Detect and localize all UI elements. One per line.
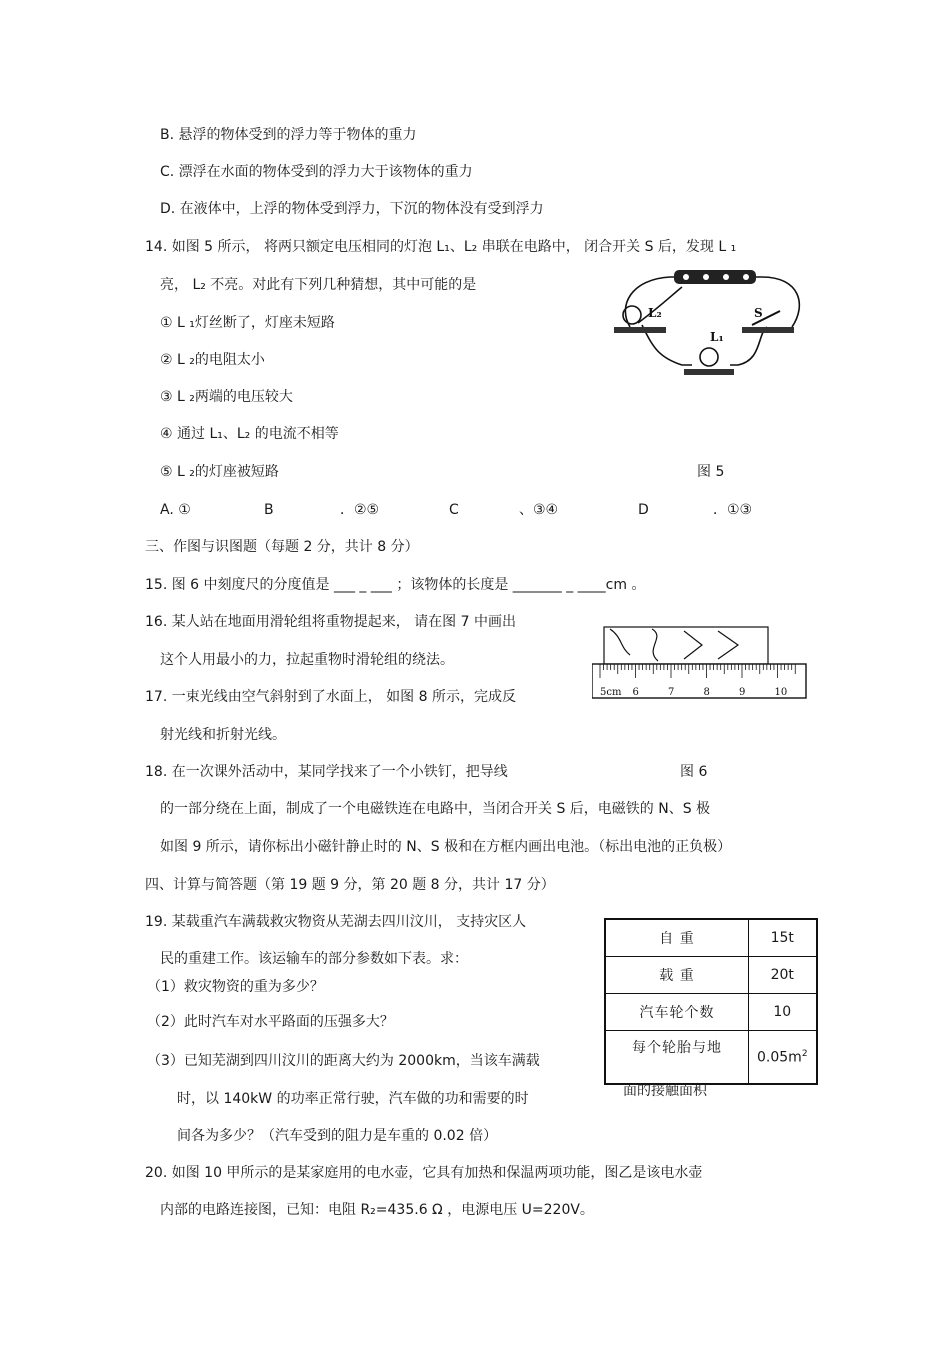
answer-c: 、③④ [519, 502, 559, 518]
table-row [605, 1031, 817, 1085]
figure-5-caption: 图 5 [697, 464, 725, 480]
vehicle-spec-table [604, 918, 818, 1085]
question-17: 17. 一束光线由空气斜射到了水面上， 如图 8 所示，完成反 [145, 689, 516, 705]
guess-4: ④ 通过 L₁、L₂ 的电流不相等 [160, 426, 339, 442]
question-17-cont: 射光线和折射光线。 [160, 727, 286, 743]
ruler-tick-label: 7 [668, 687, 675, 698]
ruler-tick-label: 6 [632, 687, 639, 698]
circuit-figure [612, 265, 812, 380]
l2-label: L₂ [648, 306, 662, 320]
table-row [605, 919, 817, 957]
spec-value: 10 [749, 994, 817, 1031]
figure-6-caption: 图 6 [680, 764, 708, 780]
question-19-cont: 民的重建工作。该运输车的部分参数如下表。求： [160, 951, 468, 967]
question-16: 16. 某人站在地面用滑轮组将重物提起来， 请在图 7 中画出 [145, 614, 516, 630]
answer-a: A. ① [160, 502, 191, 518]
question-19-part2: （2）此时汽车对水平路面的压强多大？ [147, 1014, 394, 1030]
s-label: S [754, 306, 763, 320]
section-3-heading: 三、作图与识图题（每题 2 分，共计 8 分） [145, 539, 419, 555]
option-d: D. 在液体中，上浮的物体受到浮力，下沉的物体没有受到浮力 [160, 201, 544, 217]
table-row [605, 957, 817, 994]
question-20-cont: 内部的电路连接图，已知：电阻 R₂=435.6 Ω ，电源电压 U=220V。 [160, 1202, 594, 1218]
bulb-l1-icon [700, 348, 718, 366]
spec-label: 每个轮胎与地 [605, 1031, 749, 1085]
question-18: 18. 在一次课外活动中，某同学找来了一个小铁钉，把导线 [145, 764, 508, 780]
answer-b: ．②⑤ [340, 502, 380, 518]
question-18-cont2: 如图 9 所示，请你标出小磁针静止时的 N、S 极和在方框内画出电池。（标出电池的正负极） [160, 839, 732, 855]
spec-value-sup: 2 [801, 1048, 808, 1059]
question-19: 19. 某载重汽车满载救灾物资从芜湖去四川汶川， 支持灾区人 [145, 914, 527, 930]
table-row [605, 994, 817, 1031]
question-19-part3-cont2: 间各为多少？（汽车受到的阻力是车重的 0.02 倍） [177, 1128, 498, 1144]
question-14-cont: 亮， L₂ 不亮。对此有下列几种猜想，其中可能的是 [160, 277, 477, 293]
question-20: 20. 如图 10 甲所示的是某家庭用的电水壶，它具有加热和保温两项功能，图乙是该电水壶 [145, 1165, 703, 1181]
spec-label: 汽车轮个数 [605, 994, 749, 1031]
l1-label: L₁ [710, 330, 724, 344]
ruler-tick-label: 8 [703, 687, 710, 698]
spec-value [749, 1031, 817, 1085]
guess-1: ① L ₁灯丝断了，灯座未短路 [160, 315, 335, 331]
answer-d-letter: D [638, 502, 649, 518]
question-18-cont: 的一部分绕在上面，制成了一个电磁铁连在电路中，当闭合开关 S 后，电磁铁的 N、S 极 [160, 801, 711, 817]
question-15: 15. 图 6 中刻度尺的分度值是 ___ _ ___ ；该物体的长度是 _______ _ ____cm 。 [145, 577, 646, 593]
ruler-tick-label: 9 [739, 687, 746, 698]
spec-value: 15t [749, 919, 817, 957]
question-19-part3-cont: 时，以 140kW 的功率正常行驶，汽车做的功和需要的时 [177, 1091, 529, 1107]
answer-b-letter: B [264, 502, 274, 518]
question-19-part3: （3）已知芜湖到四川汶川的距离大约为 2000km，当该车满载 [147, 1053, 540, 1069]
answer-c-letter: C [449, 502, 459, 518]
question-16-cont: 这个人用最小的力，拉起重物时滑轮组的绕法。 [160, 652, 454, 668]
question-19-part1: （1）救灾物资的重为多少？ [147, 979, 324, 995]
section-4-heading: 四、计算与简答题（第 19 题 9 分，第 20 题 8 分，共计 17 分） [145, 877, 555, 893]
answer-d: ．①③ [713, 502, 753, 518]
guess-5: ⑤ L ₂的灯座被短路 [160, 464, 279, 480]
spec-label: 载 重 [605, 957, 749, 994]
option-c: C. 漂浮在水面的物体受到的浮力大于该物体的重力 [160, 164, 473, 180]
spec-value: 20t [749, 957, 817, 994]
spec-label: 自 重 [605, 919, 749, 957]
spec-caption-tail: 面的接触面积 [623, 1083, 707, 1099]
ruler-start-label: 5cm [600, 687, 622, 698]
question-14: 14. 如图 5 所示， 将两只额定电压相同的灯泡 L₁、L₂ 串联在电路中， 闭合开关 S 后，发现 L ₁ [145, 239, 737, 255]
guess-2: ② L ₂的电阻太小 [160, 352, 265, 368]
option-b: B. 悬浮的物体受到的浮力等于物体的重力 [160, 127, 417, 143]
ruler-figure [592, 625, 807, 703]
ruler-tick-label: 10 [774, 687, 788, 698]
spec-value-area: 0.05m [757, 1049, 802, 1066]
guess-3: ③ L ₂两端的电压较大 [160, 389, 293, 405]
